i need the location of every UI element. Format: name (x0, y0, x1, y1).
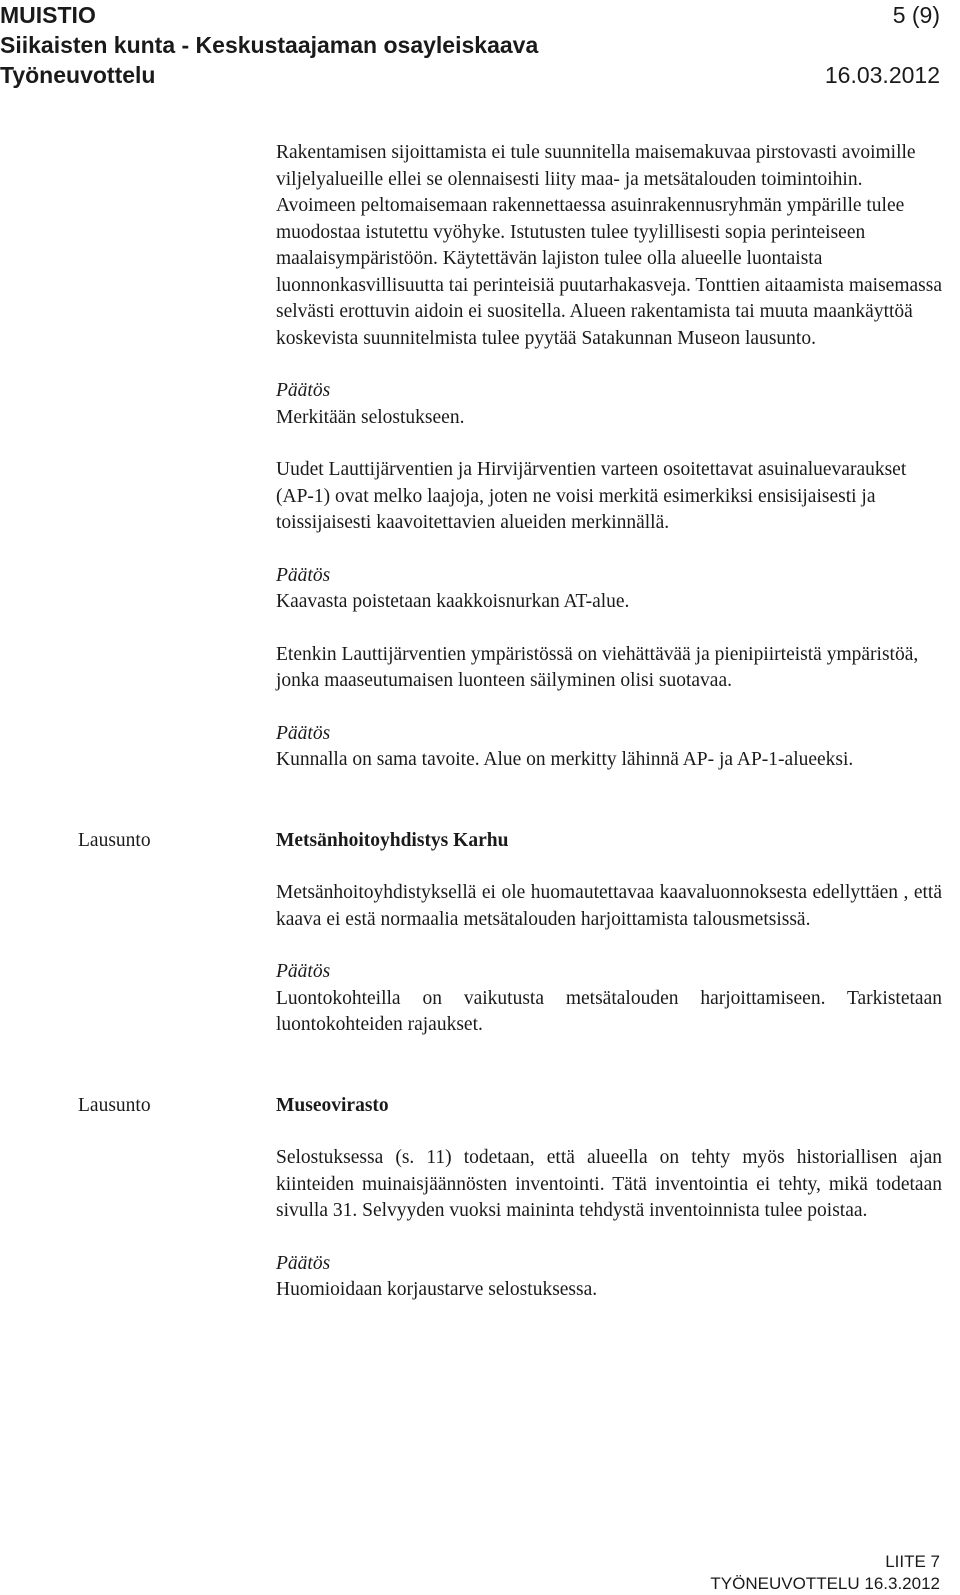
document-header (0, 0, 940, 90)
project-title: Siikaisten kunta - Keskustaajaman osayleiskaava (0, 32, 539, 58)
header-row-3 (0, 60, 940, 90)
statement-label: Lausunto (78, 829, 151, 851)
statement-section-museovirasto (78, 1093, 942, 1304)
decision-text: Kunnalla on sama tavoite. Alue on merkitty lähinnä AP- ja AP-1-alueeksi. (276, 749, 854, 770)
footer-reference: TYÖNEUVOTTELU 16.3.2012 (710, 1574, 940, 1593)
page-number: 5 (9) (892, 2, 940, 28)
document-body (78, 140, 942, 1330)
decision-text: Kaavasta poistetaan kaakkoisnurkan AT-alue. (276, 591, 630, 612)
statement-label: Lausunto (78, 1094, 151, 1116)
decision-text: Huomioidaan korjaustarve selostuksessa. (276, 1279, 598, 1300)
header-row-2 (0, 30, 940, 60)
statement-title: Metsänhoitoyhdistys Karhu (276, 829, 509, 851)
decision-label: Päätös (276, 961, 331, 982)
decision-label: Päätös (276, 722, 331, 744)
meeting-type: Työneuvottelu (0, 62, 156, 88)
header-row-1 (0, 0, 940, 30)
decision-text: Merkitään selostukseen. (276, 406, 465, 428)
statement-paragraph: Selostuksessa (s. 11) todetaan, että alueella on tehty myös historiallisen ajan kiinteiden muinaisjäännösten inventointi. Tätä inventointia ei tehty, mikä todetaan sivulla 31. Selvyyden vuoksi maininta tehdystä inventoinnista tulee poistaa. (276, 1147, 942, 1221)
statement-section-karhu (78, 828, 942, 1039)
document-footer (710, 1551, 940, 1595)
decision-label: Päätös (276, 380, 331, 401)
decision-label: Päätös (276, 1252, 331, 1274)
intro-paragraph-3: Etenkin Lauttijärventien ympäristössä on viehättävää ja pienipiirteistä ympäristöä, jonka maaseutumaisen luonteen säilyminen olisi suotavaa. (276, 643, 919, 691)
intro-paragraph-2: Uudet Lauttijärventien ja Hirvijärventien varteen osoitettavat asuinaluevaraukset (AP-1) ovat melko laajoja, joten ne voisi merkitä esimerkiksi ensisijaisesti ja toissijaisesti kaavoitettavien alueiden merkinnällä. (276, 459, 907, 533)
statement-paragraph: Metsänhoitoyhdistyksellä ei ole huomautettavaa kaavaluonnoksesta edellyttäen , että kaava ei estä normaalia metsätalouden harjoittamista talousmetsissä. (276, 882, 942, 930)
decision-label: Päätös (276, 564, 331, 586)
memo-title: MUISTIO (0, 2, 96, 28)
attachment-label: LIITE 7 (885, 1552, 940, 1571)
intro-paragraph: Rakentamisen sijoittamista ei tule suunnitella maisemakuvaa pirstovasti avoimille viljelyalueille ellei se olennaisesti liity maa- ja metsätalouden toimintoihin. Avoimeen peltomaisemaan rakennettaessa asuinrakennusryhmän ympärille tulee muodostaa istutettu vyöhyke. Istutusten tulee tyylillisesti sopia perinteiseen maalaisympäristöön. Käytettävän lajiston tulee olla alueelle luontaista luonnonkasvillisuutta tai perinteisiä puutarhakasveja. Tonttien aitaamista maisemassa selvästi erottuvin aidoin ei suositella. Alueen rakentamista tai muuta maankäyttöä koskevista suunnitelmista tulee pyytää Satakunnan Museon lausunto. (276, 142, 942, 349)
statement-title: Museovirasto (276, 1094, 389, 1116)
decision-text: Luontokohteilla on vaikutusta metsätalouden harjoittamiseen. Tarkistetaan luontokohteiden rajaukset. (276, 987, 942, 1035)
header-date: 16.03.2012 (824, 62, 940, 88)
